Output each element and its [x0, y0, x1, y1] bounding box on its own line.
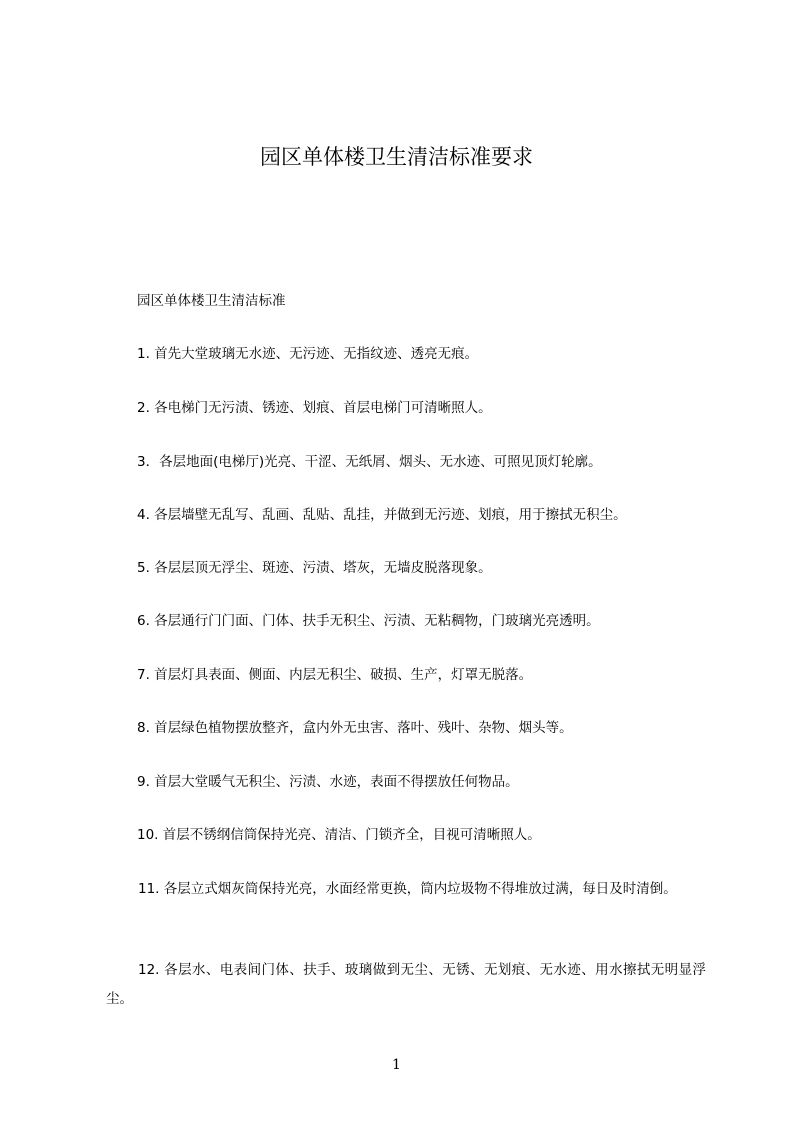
- list-item-12: 12. 各层水、电表间门体、扶手、玻璃做到无尘、无锈、无划痕、无水迹、用水擦拭无明显浮尘。: [106, 962, 706, 1007]
- list-item-2: 2. 各电梯门无污渍、锈迹、划痕、首层电梯门可清晰照人。: [137, 400, 492, 416]
- list-item-7: 7. 首层灯具表面、侧面、内层无积尘、破损、生产，灯罩无脱落。: [137, 667, 533, 683]
- list-item-5: 5. 各层层顶无浮尘、斑迹、污渍、塔灰，无墙皮脱落现象。: [137, 560, 492, 576]
- list-item-4: 4. 各层墙壁无乱写、乱画、乱贴、乱挂，并做到无污迹、划痕，用于擦拭无积尘。: [137, 507, 627, 523]
- list-item-6: 6. 各层通行门门面、门体、扶手无积尘、污渍、无粘稠物，门玻璃光亮透明。: [137, 613, 600, 629]
- page-title: 园区单体楼卫生清洁标准要求: [260, 145, 533, 169]
- list-item-3: 3．各层地面(电梯厅)光亮、干涩、无纸屑、烟头、无水迹、可照见顶灯轮廓。: [137, 454, 602, 470]
- page-number: 1: [392, 1057, 401, 1073]
- list-item-11: 11. 各层立式烟灰筒保持光亮，水面经常更换，筒内垃圾物不得堆放过满，每日及时清倒。: [138, 881, 677, 897]
- section-heading: 园区单体楼卫生清洁标准: [137, 293, 286, 309]
- list-item-9: 9. 首层大堂暖气无积尘、污渍、水迹，表面不得摆放任何物品。: [137, 774, 519, 790]
- list-item-10: 10. 首层不锈纲信筒保持光亮、清洁、门锁齐全，目视可清晰照人。: [137, 827, 541, 843]
- list-item-1: 1. 首先大堂玻璃无水迹、无污迹、无指纹迹、透亮无痕。: [137, 346, 479, 362]
- list-item-8: 8. 首层绿色植物摆放整齐，盒内外无虫害、落叶、残叶、杂物、烟头等。: [137, 720, 573, 736]
